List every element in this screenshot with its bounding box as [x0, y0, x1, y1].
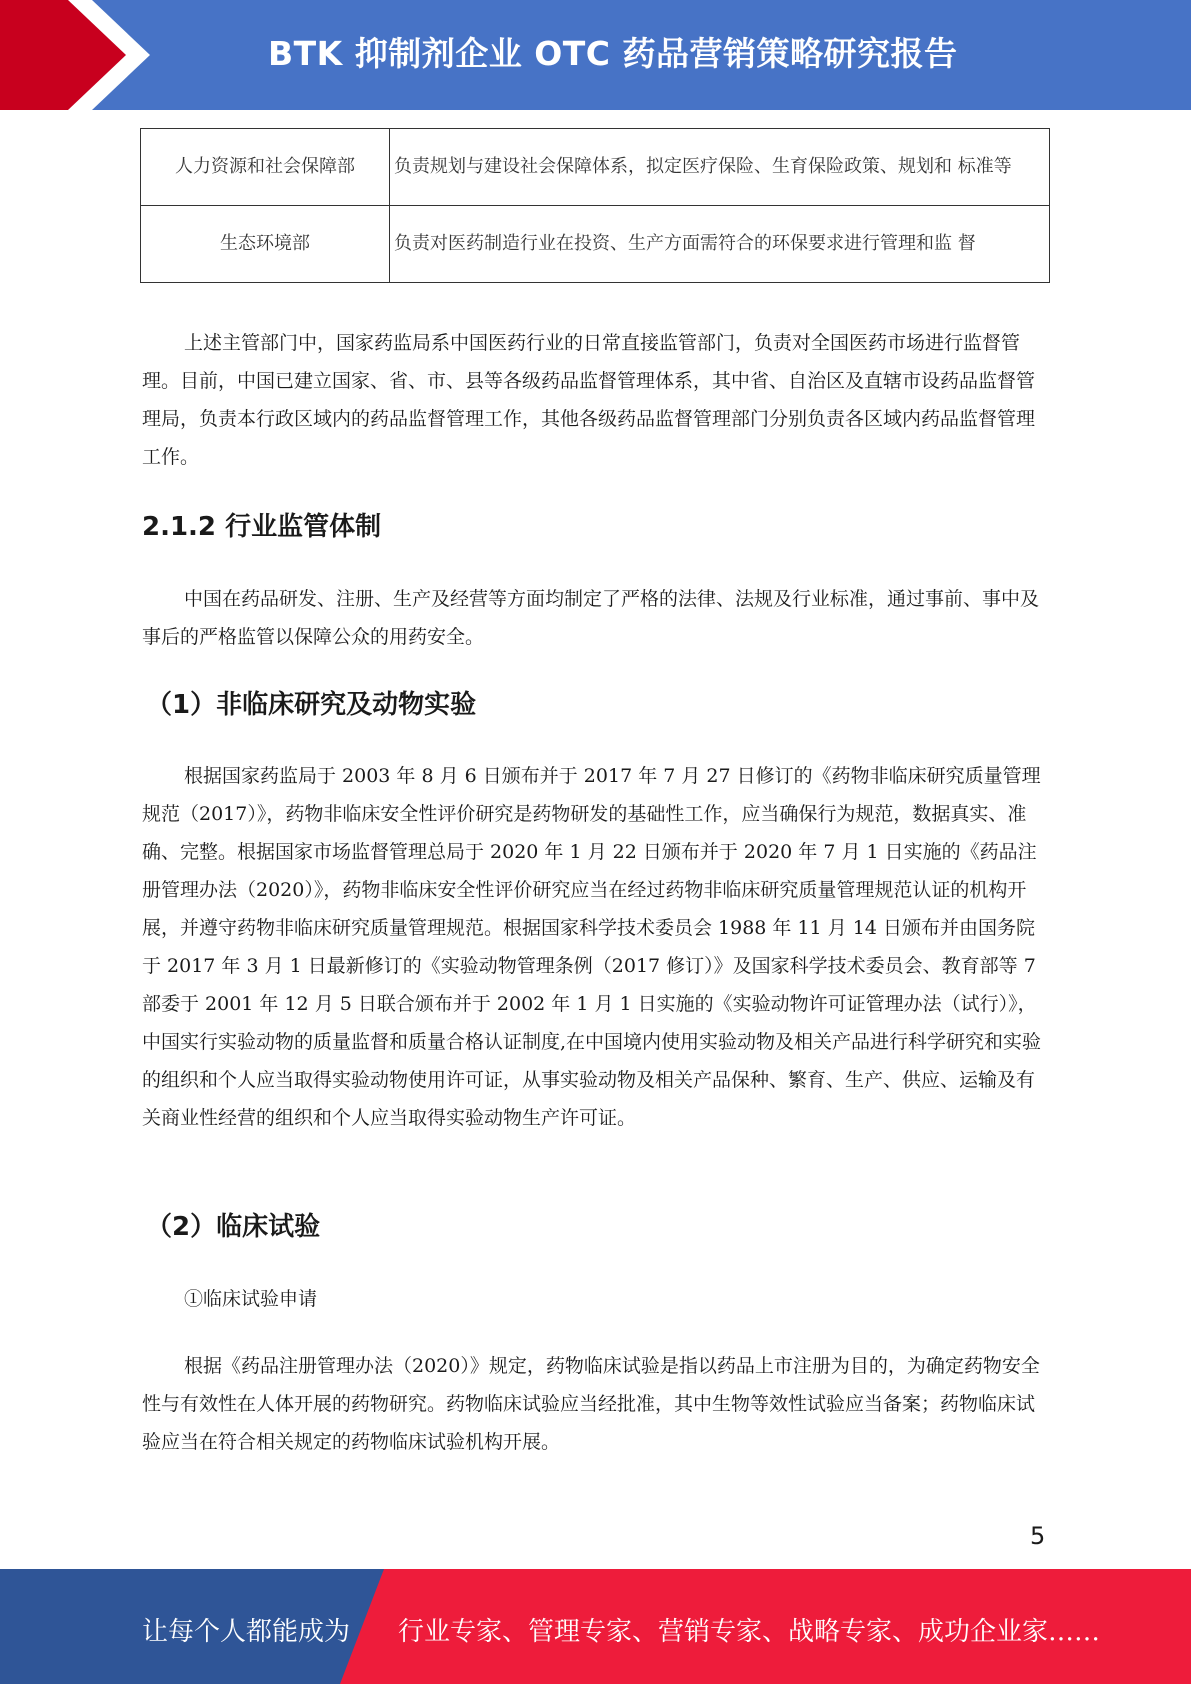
- footer-slogan-left: 让每个人都能成为: [142, 1617, 351, 1647]
- subheading-clinical-application: ①临床试验申请: [184, 1288, 318, 1310]
- dept-duty: 负责对医药制造行业在投资、生产方面需符合的环保要求进行管理和监 督: [390, 206, 1050, 283]
- page-number: 5: [1030, 1522, 1046, 1550]
- heading-nonclinical: （1）非临床研究及动物实验: [146, 690, 477, 720]
- dept-name: 人力资源和社会保障部: [141, 129, 390, 206]
- heading-clinical: （2）临床试验: [146, 1212, 321, 1242]
- page-footer: [0, 1569, 1191, 1684]
- paragraph-regulators: 上述主管部门中，国家药监局系中国医药行业的日常直接监管部门，负责对全国医药市场进行监督管理。目前，中国已建立国家、省、市、县等各级药品监督管理体系，其中省、自治区及直辖市设药品监督管理局，负责本行政区域内的药品监督管理工作，其他各级药品监督管理部门分别负责各区域内药品监督管理工作。: [142, 332, 1036, 468]
- section-heading-2-1-2: 2.1.2 行业监管体制: [142, 512, 382, 542]
- table-row: [141, 206, 1050, 283]
- paragraph-regulation-intro: 中国在药品研发、注册、生产及经营等方面均制定了严格的法律、法规及行业标准，通过事前、事中及事后的严格监管以保障公众的用药安全。: [142, 588, 1040, 648]
- department-table: [140, 128, 1050, 283]
- table-row: [141, 129, 1050, 206]
- footer-slogan-right: 行业专家、管理专家、营销专家、战略专家、成功企业家……: [398, 1617, 1101, 1647]
- dept-name: 生态环境部: [141, 206, 390, 283]
- paragraph-clinical: 根据《药品注册管理办法（2020）》规定，药物临床试验是指以药品上市注册为目的，为确定药物安全性与有效性在人体开展的药物研究。药物临床试验应当经批准，其中生物等效性试验应当备案；药物临床试验应当在符合相关规定的药物临床试验机构开展。: [142, 1355, 1040, 1453]
- dept-duty: 负责规划与建设社会保障体系，拟定医疗保险、生育保险政策、规划和 标准等: [390, 129, 1050, 206]
- report-title: BTK 抑制剂企业 OTC 药品营销策略研究报告: [268, 34, 958, 73]
- paragraph-nonclinical: 根据国家药监局于 2003 年 8 月 6 日颁布并于 2017 年 7 月 27 日修订的《药物非临床研究质量管理规范（2017）》，药物非临床安全性评价研究是药物研发的基础性工作，应当确保行为规范，数据真实、准确、完整。根据国家市场监督管理总局于 2020 年 1 月 22 日颁布并于 2020 年 7 月 1 日实施的《药品注册管理办法（2020）》，药物非临床安全性评价研究应当在经过药物非临床研究质量管理规范认证的机构开展，并遵守药物非临床研究质量管理规范。根据国家科学技术委员会 1988 年 11 月 14 日颁布并由国务院于 2017 年 3 月 1 日最新修订的《实验动物管理条例（2017 修订）》及国家科学技术委员会、教育部等 7 部委于 2001 年 12 月 5 日联合颁布并于 2002 年 1 月 1 日实施的《实验动物许可证管理办法（试行）》，中国实行实验动物的质量监督和质量合格认证制度,在中国境内使用实验动物及相关产品进行科学研究和实验的组织和个人应当取得实验动物使用许可证，从事实验动物及相关产品保种、繁育、生产、供应、运输及有关商业性经营的组织和个人应当取得实验动物生产许可证。: [142, 765, 1042, 1129]
- page-header: [0, 0, 1191, 110]
- header-arrow-logo: [0, 0, 150, 110]
